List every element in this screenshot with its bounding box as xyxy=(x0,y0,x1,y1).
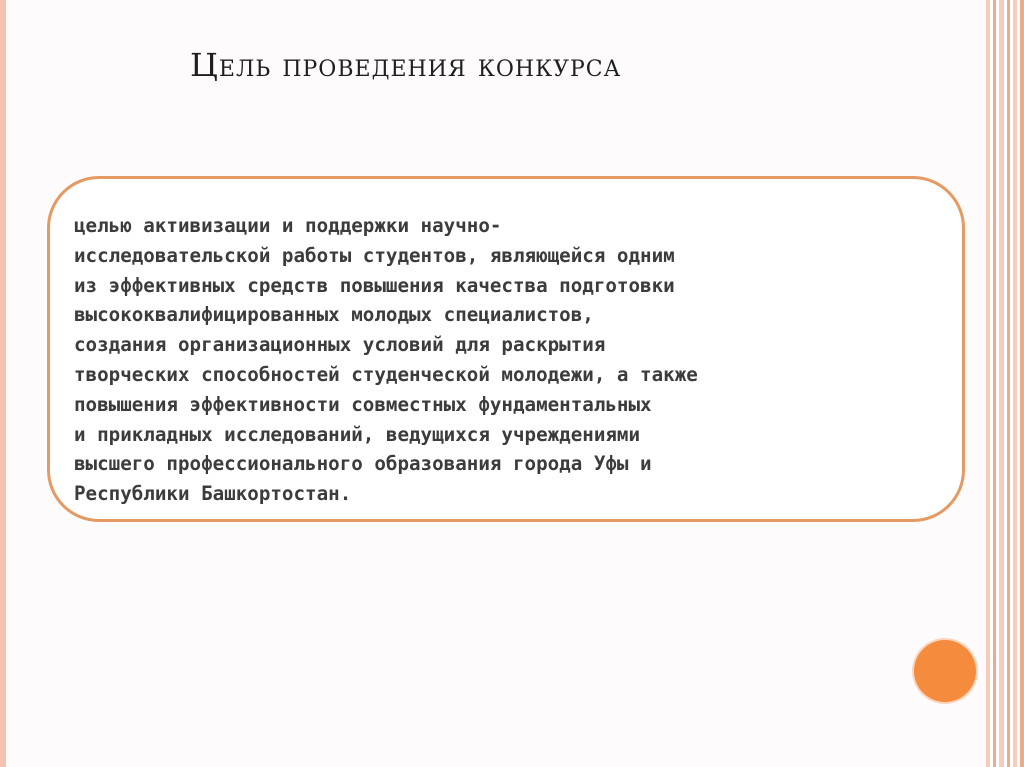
text-box xyxy=(47,176,965,522)
body-text-line: творческих способностей студенческой молодежи, а также xyxy=(74,362,698,386)
body-text-line: повышения эффективности совместных фундаментальных xyxy=(74,392,652,416)
body-text-line: из эффективных средств повышения качества подготовки xyxy=(74,273,675,297)
right-decorative-stripes xyxy=(986,0,1024,767)
body-text-line: целью активизации и поддержки научно- xyxy=(74,214,502,237)
orange-circle-decoration xyxy=(914,640,976,702)
slide-title: Цель проведения конкурса xyxy=(190,46,622,84)
stripe xyxy=(1020,0,1024,767)
stripe xyxy=(1013,0,1017,767)
body-text-line: и прикладных исследований, ведущихся учреждениями xyxy=(74,422,641,446)
body-text-line: создания организационных условий для раскрытия xyxy=(74,333,606,357)
body-text-line: Республики Башкортостан. xyxy=(74,482,352,506)
stripe xyxy=(999,0,1004,767)
left-border-line xyxy=(0,0,6,767)
body-text xyxy=(74,211,954,509)
body-text-line: исследовательской работы студентов, являющейся одним xyxy=(74,243,675,267)
body-text-line: высококвалифицированных молодых специалистов, xyxy=(74,303,594,327)
stripe xyxy=(1007,0,1010,767)
stripe xyxy=(986,0,990,767)
body-text-line: высшего профессионального образования города Уфы и xyxy=(74,452,652,476)
stripe xyxy=(993,0,996,767)
